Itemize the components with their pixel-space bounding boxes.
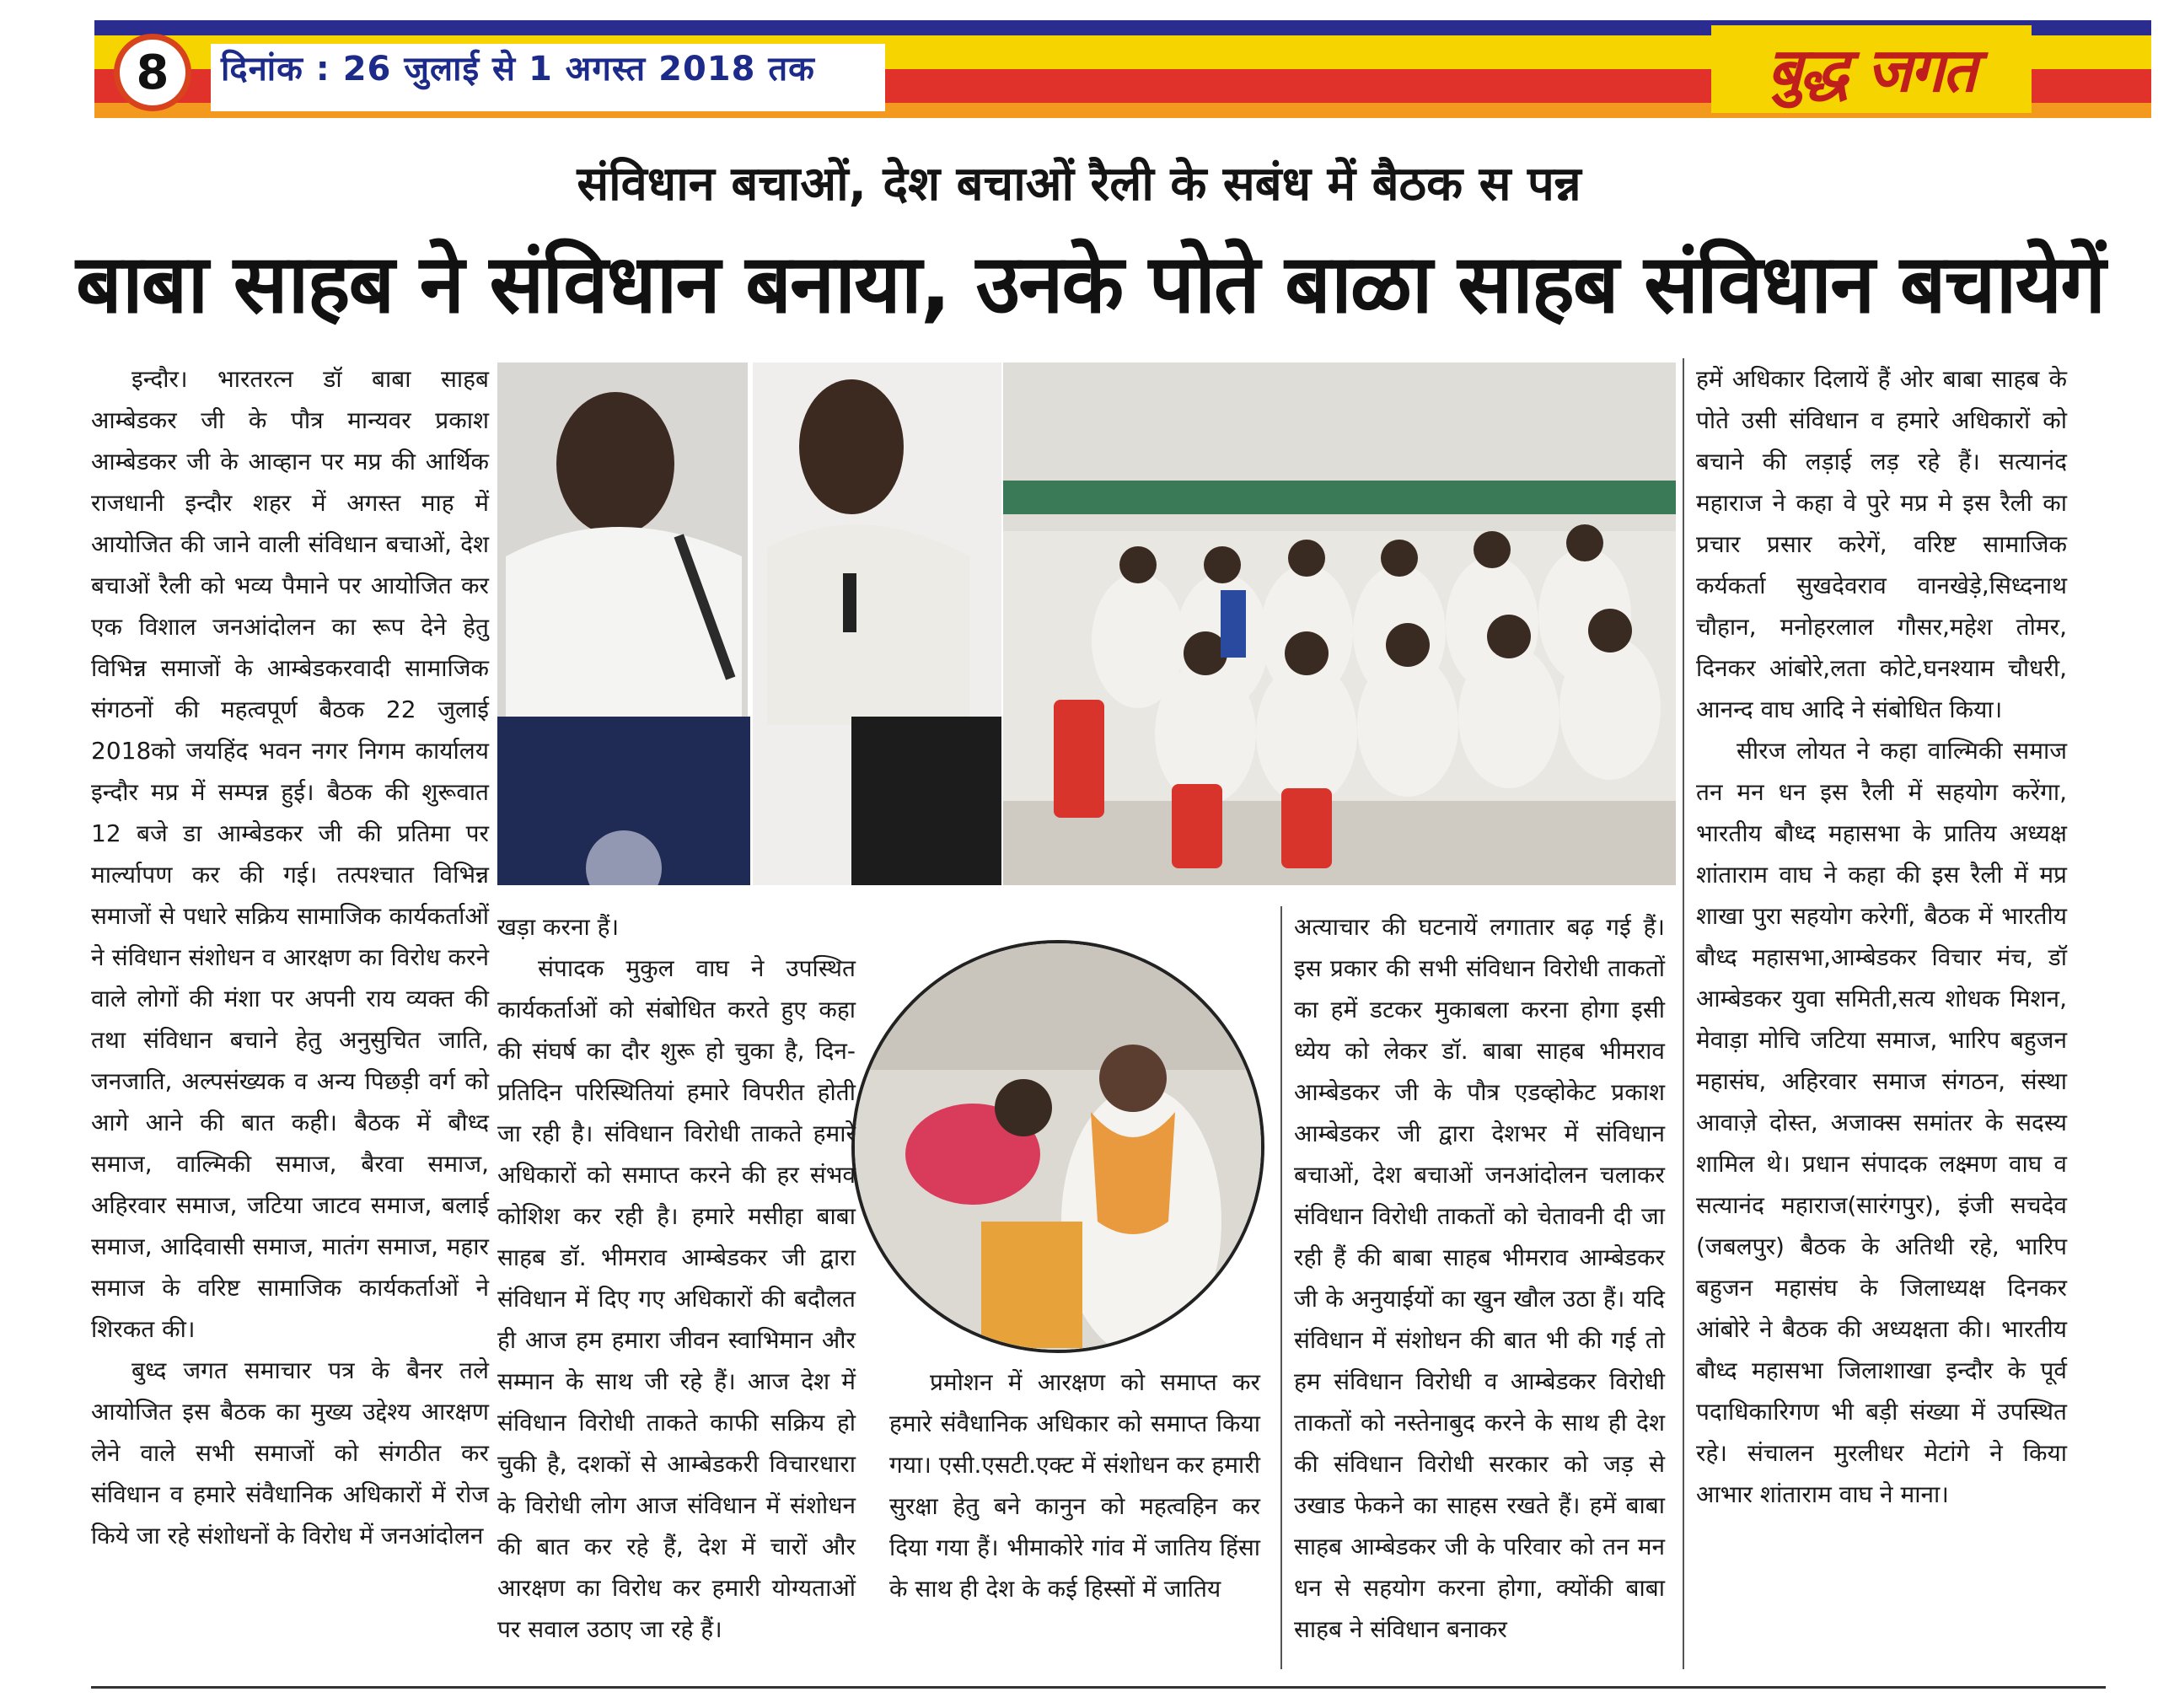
col5-paragraph-1: हमें अधिकार दिलायें हैं ओर बाबा साहब के पोते उसी संविधान व हमारे अधिकारों को बचाने की लड़ाई लड़ रहे हैं। सत्यानंद महाराज ने कहा वे पुरे मप्र मे इस रैली का प्रचार प्रसार करेगें, वरिष्ट सामाजिक कर्यकर्ता सुखदेवराव वानखेड़े,सिध्दनाथ चौहान, मनोहरलाल गौसर,महेश तोमर, दिनकर आंबोरे,लता कोटे,घनश्याम चौधरी, आनन्द वाघ आदि ने संबोधित किया। (1696, 365, 2067, 723)
column-1 (91, 358, 489, 1556)
bottom-rule (91, 1686, 2106, 1689)
column-3 (889, 1362, 1260, 1609)
column-rule-2 (1683, 358, 1684, 1669)
col3-paragraph-1: प्रमोशन में आरक्षण को समाप्त कर हमारे संवैधानिक अधिकार को समाप्त किया गया। एसी.एसटी.एक्ट में संशोधन कर हमारी सुरक्षा हेतु बने कानुन को महत्वहिन कर दिया गया हैं। भीमाकोरे गांव में जातिय हिंसा के साथ ही देश के कई हिस्सों में जातिय (889, 1368, 1260, 1603)
col1-paragraph-1: इन्दौर। भारतरत्न डॉ बाबा साहब आम्बेडकर जी के पौत्र मान्यवर प्रकाश आम्बेडकर जी के आव्हान पर मप्र की आर्थिक राजधानी इन्दौर शहर में अगस्त माह में आयोजित की जाने वाली संविधान बचाओं, देश बचाओं रैली को भव्य पैमाने पर आयोजित कर एक विशाल जनआंदोलन का रूप देने हेतु विभिन्न समाजों के आम्बेडकरवादी सामाजिक संगठनों की महत्वपूर्ण बैठक 22 जुलाई 2018को जयहिंद भवन नगर निगम कार्यालय इन्दौर मप्र में सम्पन्न हुई। बैठक की शुरूवात 12 बजे डा आम्बेडकर जी की प्रतिमा पर मार्ल्यापण कर की गई। तत्पश्चात विभिन्न समाजों से पधारे सक्रिय सामाजिक कार्यकर्ताओं ने संविधान संशोधन व आरक्षण का विरोध करने वाले लोगों की मंशा पर अपनी राय व्यक्त की तथा संविधान बचाने हेतु अनुसुचित जाति, जनजाति, अल्पसंख्यक व अन्य पिछड़ी वर्ग को आगे आने की बात कही। बैठक में बौध्द समाज, वाल्मिकी समाज, बैरवा समाज, अहिरवार समाज, जटिया जाटव समाज, बलाई समाज, आदिवासी समाज, मातंग समाज, महार समाज के वरिष्ट सामाजिक कार्यकर्ताओं ने शिरकत की। (91, 365, 489, 1343)
speakers-illustration (497, 363, 1001, 885)
column-2 (497, 906, 856, 1650)
photo-speakers (497, 363, 1001, 885)
col2-paragraph-2: संपादक मुकुल वाघ ने उपस्थित कार्यकर्ताओं को संबोधित करते हुए कहा की संघर्ष का दौर शुरू हो चुका है, दिन-प्रतिदिन परिस्थितियां हमारे विपरीत होती जा रही है। संविधान विरोधी ताकते हमारे अधिकारों को समाप्त करने की हर संभव कोशिश कर रही है। हमारे मसीहा बाबा साहब डॉ. भीमराव आम्बेडकर जी द्वारा संविधान में दिए गए अधिकारों की बदौलत ही आज हम हमारा जीवन स्वाभिमान और सम्मान के साथ जी रहे हैं। आज देश में संविधान विरोधी ताकते काफी सक्रिय हो चुकी है, दशकों से आम्बेडकरी विचारधारा के विरोधी लोग आज संविधान में संशोधन की बात कर रहे हैं, देश में चारों और आरक्षण का विरोध कर हमारी योग्यताओं पर सवाल उठाए जा रहे हैं। (497, 954, 856, 1643)
column-4 (1294, 906, 1665, 1650)
photo-inset-circle (851, 940, 1264, 1353)
dateline: दिनांक : 26 जुलाई से 1 अगस्त 2018 तक (221, 50, 815, 89)
col4-paragraph-1: अत्याचार की घटनायें लगातार बढ़ गई हैं। इस प्रकार की सभी संविधान विरोधी ताकतों का हमें डटकर मुकाबला करना होगा इसी ध्येय को लेकर डॉ. बाबा साहब भीमराव आम्बेडकर जी के पौत्र एडव्होकेट प्रकाश आम्बेडकर जी द्वारा देशभर में संविधान बचाओं, देश बचाओं जनआंदोलन चलाकर संविधान विरोधी ताकतों को चेतावनी दी जा रही हैं की बाबा साहब भीमराव आम्बेडकर जी के अनुयाईयों का खुन खौल उठा हैं। यदि संविधान में संशोधन की बात भी की गई तो हम संविधान विरोधी व आम्बेडकर विरोधी ताकतों को नस्तेनाबुद करने के साथ ही देश की संविधान विरोधी सरकार को जड़ से उखाड फेकने का साहस रखते हैं। हमें बाबा साहब आम्बेडकर जी के परिवार को तन मन धन से सहयोग करना होगा, क्योंकी बाबा साहब ने संविधान बनाकर (1294, 913, 1665, 1643)
masthead-logo: बुद्ध जगत (1767, 34, 1976, 105)
audience-illustration (1003, 363, 1676, 885)
page-number-badge: 8 (114, 34, 191, 111)
main-headline: बाबा साहब ने संविधान बनाया, उनके पोते बाळा साहब संविधान बचायेगें (76, 237, 2105, 331)
col1-paragraph-2: बुध्द जगत समाचार पत्र के बैनर तले आयोजित इस बैठक का मुख्य उद्देश्य आरक्षण लेने वाले सभी समाजों को संगठीत कर संविधान व हमारे संवैधानिक अधिकारों में रोज किये जा रहे संशोधनों के विरोध में जनआंदोलन (91, 1356, 489, 1550)
inset-illustration (855, 943, 1261, 1350)
photo-audience (1003, 363, 1676, 885)
column-5 (1696, 358, 2067, 1515)
column-rule-1 (1280, 906, 1282, 1669)
col2-paragraph-1: खड़ा करना हैं। (497, 913, 620, 941)
kicker-headline: संविधान बचाओं, देश बचाओं रैली के सबंध में बैठक स पन्न (577, 157, 1581, 212)
col5-paragraph-2: सीरज लोयत ने कहा वाल्मिकी समाज तन मन धन इस रैली में सहयोग करेंगा, भारतीय बौध्द महासभा के प्रातिय अध्यक्ष शांताराम वाघ ने कहा की इस रैली में मप्र शाखा पुरा सहयोग करेगीं, बैठक में भारतीय बौध्द महासभा,आम्बेडकर विचार मंच, डॉ आम्बेडकर युवा समिती,सत्य शोधक मिशन, मेवाड़ा मोचि जटिया समाज, भारिप बहुजन महासंघ, अहिरवार समाज संगठन, संस्था आवाज़े दोस्त, अजाक्स समांतर के सदस्य शामिल थे। प्रधान संपादक लक्ष्मण वाघ व सत्यानंद महाराज(सारंगपुर), इंजी सचदेव (जबलपुर) बैठक के अतिथी रहे, भारिप बहुजन महासंघ के जिलाध्यक्ष दिनकर आंबोरे ने बैठक की अध्यक्षता की। भारतीय बौध्द महासभा जिलाशाखा इन्दौर के पूर्व पदाधिकारिगण भी बड़ी संख्या में उपस्थित रहे। संचालन मुरलीधर मेटांगे ने किया आभार शांताराम वाघ ने माना। (1696, 737, 2067, 1508)
